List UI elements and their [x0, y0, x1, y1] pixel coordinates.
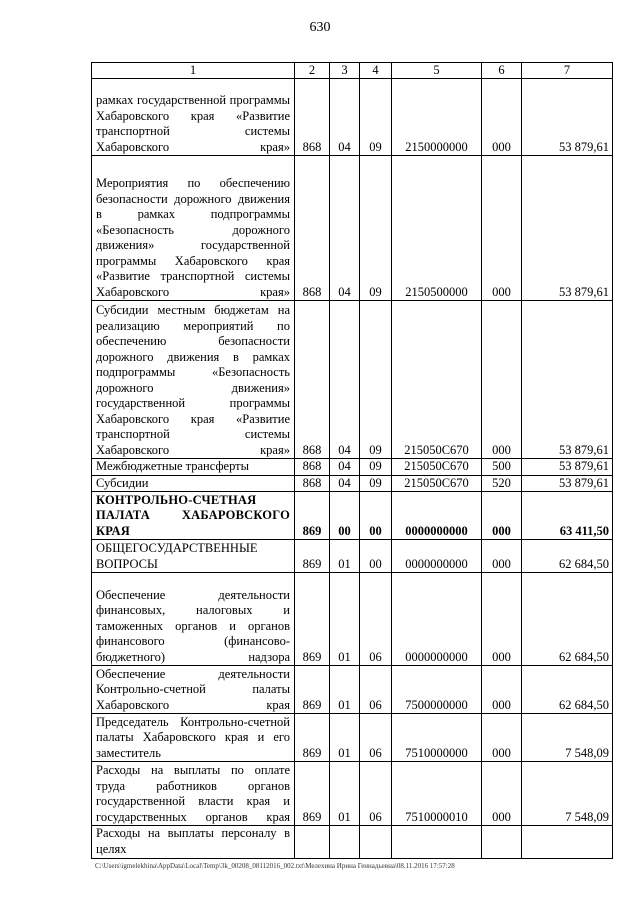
row-ministry-code: 869	[295, 762, 330, 826]
row-expense-type: 000	[482, 156, 522, 301]
page-number: 630	[309, 20, 331, 35]
row-ministry-code: 869	[295, 714, 330, 762]
row-subsection-code: 06	[360, 573, 392, 666]
row-target-article: 2150500000	[392, 156, 482, 301]
row-amount: 53 879,61	[522, 459, 613, 476]
table-row	[92, 762, 613, 826]
row-section-code: 01	[330, 762, 360, 826]
row-target-article: 7510000010	[392, 762, 482, 826]
row-amount: 53 879,61	[522, 156, 613, 301]
row-target-article: 7510000000	[392, 714, 482, 762]
table-row	[92, 79, 613, 156]
row-amount: 62 684,50	[522, 666, 613, 714]
row-amount: 53 879,61	[522, 475, 613, 492]
row-expense-type: 000	[482, 762, 522, 826]
row-subsection-code	[360, 826, 392, 859]
row-description: Субсидии местным бюджетам на реализацию мероприятий по обеспечению безопасности дорожного движения в рамках подпрограммы «Безопасность дорожного движения» государственной программы Хабаровского края «Развитие транспортной системы Хабаровского края»	[92, 301, 295, 459]
table-row	[92, 714, 613, 762]
row-expense-type: 000	[482, 666, 522, 714]
row-ministry-code: 869	[295, 573, 330, 666]
table-row	[92, 826, 613, 859]
row-expense-type: 500	[482, 459, 522, 476]
row-ministry-code: 868	[295, 301, 330, 459]
row-section-code: 00	[330, 492, 360, 540]
row-description: Мероприятия по обеспечению безопасности дорожного движения в рамках подпрограммы «Безопасность дорожного движения» государственной программы Хабаровского края «Развитие транспортной системы Хабаровского края»	[92, 156, 295, 301]
row-target-article: 215050С670	[392, 301, 482, 459]
row-target-article: 2150000000	[392, 79, 482, 156]
row-ministry-code: 869	[295, 666, 330, 714]
row-section-code: 04	[330, 79, 360, 156]
row-section-code: 04	[330, 301, 360, 459]
row-expense-type: 000	[482, 540, 522, 573]
row-subsection-code: 09	[360, 475, 392, 492]
column-header: 6	[482, 63, 522, 79]
row-ministry-code: 868	[295, 79, 330, 156]
table-row	[92, 301, 613, 459]
row-section-code: 04	[330, 475, 360, 492]
row-expense-type: 000	[482, 573, 522, 666]
row-section-code	[330, 826, 360, 859]
row-description: Обеспечение деятельности финансовых, налоговых и таможенных органов и органов финансового (финансово-бюджетного) надзора	[92, 573, 295, 666]
row-ministry-code: 869	[295, 540, 330, 573]
table-header-row	[92, 63, 613, 79]
row-description: Субсидии	[92, 475, 295, 492]
row-expense-type: 000	[482, 714, 522, 762]
row-section-code: 01	[330, 573, 360, 666]
budget-table	[91, 62, 613, 859]
row-target-article: 0000000000	[392, 540, 482, 573]
row-expense-type: 520	[482, 475, 522, 492]
row-ministry-code: 869	[295, 492, 330, 540]
column-header: 3	[330, 63, 360, 79]
row-target-article: 7500000000	[392, 666, 482, 714]
row-description: Расходы на выплаты по оплате труда работников органов государственной власти края и государственных органов края	[92, 762, 295, 826]
row-ministry-code: 868	[295, 156, 330, 301]
row-section-code: 01	[330, 714, 360, 762]
column-header: 5	[392, 63, 482, 79]
column-header: 4	[360, 63, 392, 79]
table-row	[92, 459, 613, 476]
row-subsection-code: 09	[360, 79, 392, 156]
row-ministry-code: 868	[295, 475, 330, 492]
row-description: ОБЩЕГОСУДАРСТВЕННЫЕ ВОПРОСЫ	[92, 540, 295, 573]
table-row	[92, 475, 613, 492]
row-amount: 7 548,09	[522, 714, 613, 762]
row-subsection-code: 00	[360, 540, 392, 573]
row-section-code: 04	[330, 156, 360, 301]
column-header: 1	[92, 63, 295, 79]
row-target-article: 0000000000	[392, 492, 482, 540]
row-subsection-code: 09	[360, 156, 392, 301]
row-amount	[522, 826, 613, 859]
row-description: Межбюджетные трансферты	[92, 459, 295, 476]
row-description: Председатель Контрольно-счетной палаты Хабаровского края и его заместитель	[92, 714, 295, 762]
row-expense-type: 000	[482, 492, 522, 540]
row-amount: 62 684,50	[522, 573, 613, 666]
row-expense-type: 000	[482, 301, 522, 459]
row-ministry-code	[295, 826, 330, 859]
row-section-code: 04	[330, 459, 360, 476]
table-row	[92, 156, 613, 301]
table-row	[92, 540, 613, 573]
row-description: Обеспечение деятельности Контрольно-счетной палаты Хабаровского края	[92, 666, 295, 714]
row-amount: 53 879,61	[522, 301, 613, 459]
row-subsection-code: 09	[360, 459, 392, 476]
row-target-article: 0000000000	[392, 573, 482, 666]
row-description: КОНТРОЛЬНО-СЧЕТНАЯ ПАЛАТА ХАБАРОВСКОГО КРАЯ	[92, 492, 295, 540]
row-amount: 53 879,61	[522, 79, 613, 156]
row-subsection-code: 06	[360, 666, 392, 714]
file-path-footer: C:\Users\igmelekhina\AppData\Local\Temp\3k_00208_08112016_002.txt\Мелехина Ирина Геннадьевна\08.11.2016 17:57:28	[95, 862, 455, 870]
column-header: 2	[295, 63, 330, 79]
table-row	[92, 573, 613, 666]
table-row	[92, 492, 613, 540]
row-amount: 7 548,09	[522, 762, 613, 826]
row-expense-type: 000	[482, 79, 522, 156]
row-target-article: 215050С670	[392, 459, 482, 476]
row-target-article: 215050С670	[392, 475, 482, 492]
row-description: Расходы на выплаты персоналу в целях	[92, 826, 295, 859]
row-subsection-code: 06	[360, 714, 392, 762]
row-ministry-code: 868	[295, 459, 330, 476]
row-subsection-code: 00	[360, 492, 392, 540]
row-amount: 62 684,50	[522, 540, 613, 573]
column-header: 7	[522, 63, 613, 79]
row-expense-type	[482, 826, 522, 859]
row-amount: 63 411,50	[522, 492, 613, 540]
row-target-article	[392, 826, 482, 859]
row-subsection-code: 06	[360, 762, 392, 826]
row-subsection-code: 09	[360, 301, 392, 459]
row-section-code: 01	[330, 666, 360, 714]
row-section-code: 01	[330, 540, 360, 573]
row-description: рамках государственной программы Хабаровского края «Развитие транспортной системы Хабаровского края»	[92, 79, 295, 156]
table-row	[92, 666, 613, 714]
